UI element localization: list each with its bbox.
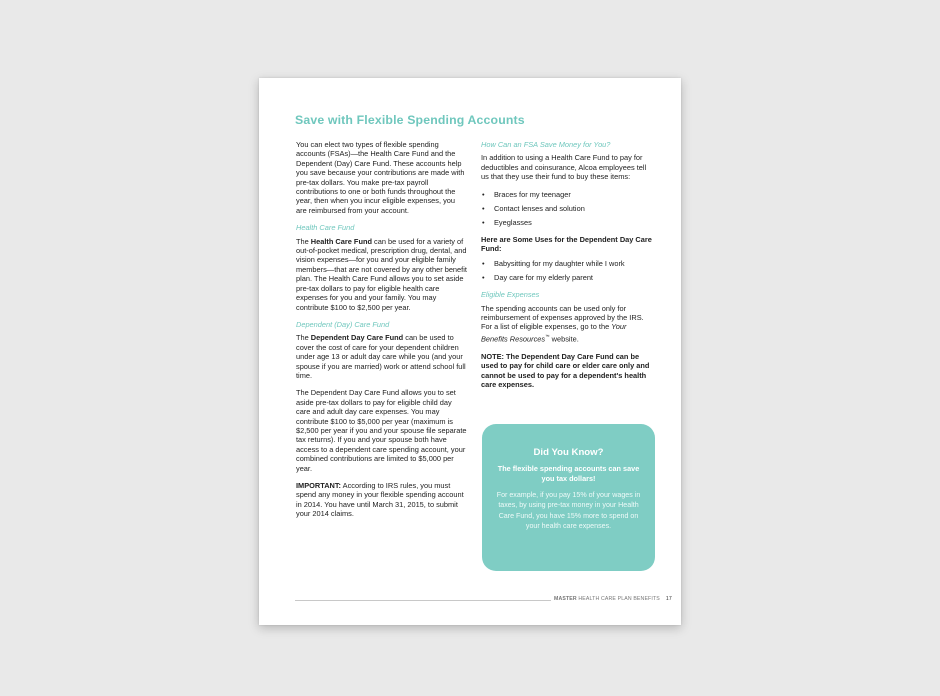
- document-page: [259, 78, 681, 625]
- footer-section: HEALTH CARE PLAN BENEFITS: [576, 596, 660, 602]
- page-number: 17: [665, 596, 672, 602]
- note-paragraph: NOTE: The Dependent Day Care Fund can be used to pay for child care or elder care only and cannot be used to pay for a dependent's health care expenses.: [481, 351, 650, 389]
- footer-divider: [295, 600, 551, 601]
- dependent-care-fund-paragraph-2: The Dependent Day Care Fund allows you to set aside pre-tax dollars to pay for eligible child day care and adult day care expenses. You may contribute $100 to $5,000 per year (maximum is $2,500 per year if you and your spouse file separate tax returns). If you and your spouse both have access to a dependent care spending account, your combined contributions are limited to $5,000 per year.: [296, 388, 467, 473]
- benefits-resources-name: Your Benefits Resources: [481, 322, 627, 344]
- dependent-uses-list: [481, 259, 653, 282]
- health-care-fund-paragraph: [296, 237, 467, 312]
- important-paragraph: [296, 481, 467, 519]
- dcf-bold-term: Dependent Day Care Fund: [310, 333, 404, 343]
- dcf-rest: can be used to cover the cost of care for your dependent children under age 13 or adult day care while you (and your spouse if you are married) work or attend school full time.: [296, 333, 466, 380]
- fsa-save-list: [481, 190, 653, 227]
- page-title: Save with Flexible Spending Accounts: [295, 113, 525, 127]
- health-care-fund-heading: Health Care Fund: [296, 223, 355, 233]
- callout-title: Did You Know?: [533, 447, 604, 458]
- page-footer: [554, 596, 672, 602]
- hcf-bold-term: Health Care Fund: [310, 236, 372, 246]
- list-item: • Day care for my elderly parent: [481, 273, 653, 282]
- list-item: • Contact lenses and solution: [481, 204, 653, 213]
- dependent-care-fund-heading: Dependent (Day) Care Fund: [296, 319, 390, 329]
- important-label: IMPORTANT:: [296, 481, 342, 490]
- list-item: • Eyeglasses: [481, 218, 653, 227]
- footer-brand: MASTER: [554, 596, 577, 602]
- important-text: According to IRS rules, you must spend any money in your flexible spending account in 2014. You have until March 31, 2015, to submit your 2014 claims.: [296, 481, 464, 519]
- hcf-rest: can be used for a variety of out-of-pocket medical, prescription drug, dental, and vision expenses—for you and your eligible family members—that are not covered by any other benefit plan. The Health Care Fund allows you to set aside pre-tax dollars to pay for eligible health care expenses for you and your family. You may contribute $100 to $2,500 per year.: [296, 236, 467, 312]
- right-column: [481, 140, 653, 397]
- trademark-symbol: ™: [545, 333, 550, 339]
- callout-lead: The flexible spending accounts can save you tax dollars!: [497, 464, 640, 483]
- fsa-save-heading: How Can an FSA Save Money for You?: [481, 140, 611, 149]
- callout-body: For example, if you pay 15% of your wages in taxes, by using pre-tax money in your Health Care Fund, you have 15% more to spend on your health care expenses.: [496, 491, 641, 530]
- dcf-prefix: The: [296, 333, 311, 343]
- eligible-text-start: The spending accounts can be used only for reimbursement of expenses approved by the IRS. For a list of eligible expenses, go to the: [481, 303, 644, 332]
- left-column: [296, 140, 467, 527]
- list-item: • Babysitting for my daughter while I work: [481, 259, 653, 268]
- hcf-prefix: The: [296, 236, 311, 246]
- dependent-uses-heading: Here are Some Uses for the Dependent Day Care Fund:: [481, 235, 652, 254]
- eligible-text-end: website.: [549, 334, 579, 344]
- did-you-know-callout: [482, 424, 655, 571]
- eligible-expenses-heading: Eligible Expenses: [481, 290, 540, 300]
- dependent-care-fund-paragraph: [296, 333, 467, 380]
- fsa-save-intro: In addition to using a Health Care Fund to pay for deductibles and coinsurance, Alcoa employees tell us that they use their fund to buy these items:: [481, 153, 647, 182]
- intro-paragraph: You can elect two types of flexible spending accounts (FSAs)—the Health Care Fund and the Dependent (Day) Care Fund. These accounts help you save because your contributions are made with pre-tax dollars. You make pre-tax payroll contributions to one or both funds throughout the year, then when you incur eligible expenses, you are reimbursed from your account.: [296, 140, 465, 215]
- list-item: • Braces for my teenager: [481, 190, 653, 199]
- eligible-expenses-paragraph: [481, 304, 653, 344]
